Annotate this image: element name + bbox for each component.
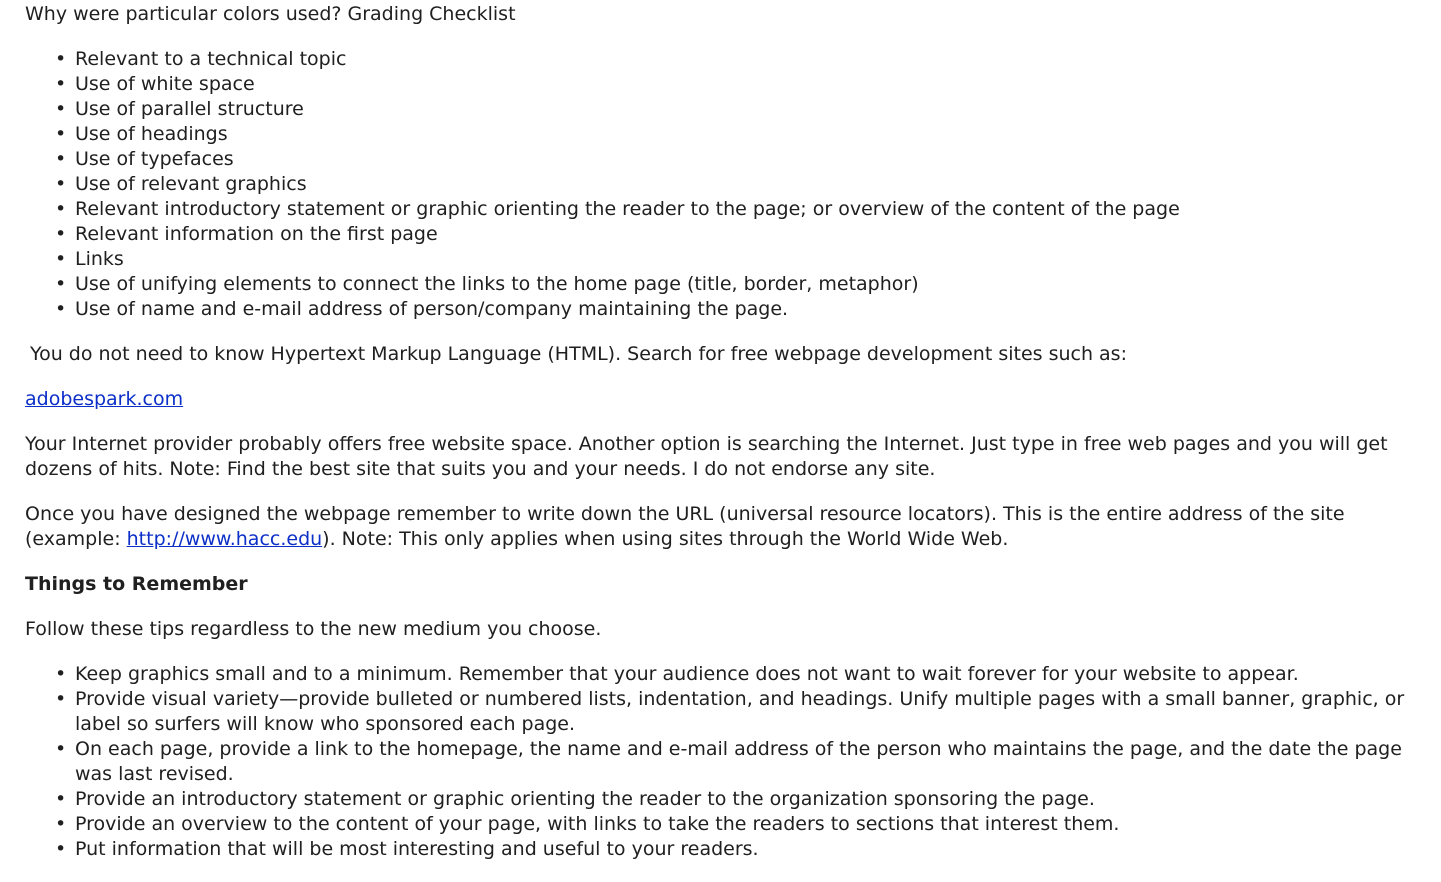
list-item: • Relevant to a technical topic — [55, 48, 347, 70]
bullet-icon: • — [55, 73, 67, 95]
bullet-icon: • — [55, 223, 67, 245]
list-item: • Use of unifying elements to connect the links to the home page (title, border, metaphor) — [55, 273, 919, 295]
bullet-icon: • — [55, 838, 67, 860]
list-item: • On each page, provide a link to the homepage, the name and e-mail address of the person who maintains the page, and the date the page was last revised. — [55, 738, 1402, 785]
list-item: • Links — [55, 248, 124, 270]
list-item: • Put information that will be most interesting and useful to your readers. — [55, 838, 759, 860]
list-item: • Use of relevant graphics — [55, 173, 307, 195]
list-item: • Relevant information on the first page — [55, 223, 438, 245]
bullet-icon: • — [55, 788, 67, 810]
list-item: • Use of headings — [55, 123, 228, 145]
remember-heading: Things to Remember — [25, 573, 248, 595]
list-item: • Keep graphics small and to a minimum. Remember that your audience does not want to wait forever for your website to appear. — [55, 663, 1299, 685]
list-item: • Provide an introductory statement or graphic orienting the reader to the organization sponsoring the page. — [55, 788, 1095, 810]
bullet-icon: • — [55, 248, 67, 270]
bullet-icon: • — [55, 98, 67, 120]
bullet-icon: • — [55, 48, 67, 70]
list-item: • Use of white space — [55, 73, 255, 95]
grading-checklist — [25, 47, 1441, 322]
list-item: • Use of parallel structure — [55, 98, 304, 120]
list-item: • Provide an overview to the content of your page, with links to take the readers to sections that interest them. — [55, 813, 1120, 835]
hacc-link[interactable]: http://www.hacc.edu — [126, 528, 323, 550]
url-paragraph: Once you have designed the webpage remember to write down the URL (universal resource locators). This is the entire address of the site (example: http://www.hacc.edu). Note: This only applies when using sites through the World Wide Web. — [25, 503, 1345, 550]
bullet-icon: • — [55, 738, 67, 760]
bullet-icon: • — [55, 173, 67, 195]
list-item: • Use of name and e-mail address of person/company maintaining the page. — [55, 298, 789, 320]
list-item: • Relevant introductory statement or graphic orienting the reader to the page; or overview of the content of the page — [55, 198, 1180, 220]
list-item: • Use of typefaces — [55, 148, 234, 170]
bullet-icon: • — [55, 148, 67, 170]
bullet-icon: • — [55, 273, 67, 295]
bullet-icon: • — [55, 688, 67, 710]
tips-list — [25, 662, 1441, 862]
html-note: You do not need to know Hypertext Markup Language (HTML). Search for free webpage development sites such as: — [30, 343, 1127, 365]
checklist-heading: Why were particular colors used? Grading Checklist — [25, 3, 516, 25]
bullet-icon: • — [55, 663, 67, 685]
bullet-icon: • — [55, 123, 67, 145]
bullet-icon: • — [55, 198, 67, 220]
page-content — [25, 2, 1441, 882]
bullet-icon: • — [55, 298, 67, 320]
provider-paragraph: Your Internet provider probably offers free website space. Another option is searching the Internet. Just type in free web pages and you will get dozens of hits. Note: Find the best site that suits you and your needs. I do not endorse any site. — [25, 433, 1388, 480]
bullet-icon: • — [55, 813, 67, 835]
link-paragraph — [25, 387, 1441, 412]
list-item: • Provide visual variety—provide bulleted or numbered lists, indentation, and headings. Unify multiple pages with a small banner, graphic, or label so surfers will know who sponsored each page. — [55, 688, 1405, 735]
adobespark-link[interactable]: adobespark.com — [25, 388, 184, 410]
tips-intro: Follow these tips regardless to the new medium you choose. — [25, 618, 602, 640]
